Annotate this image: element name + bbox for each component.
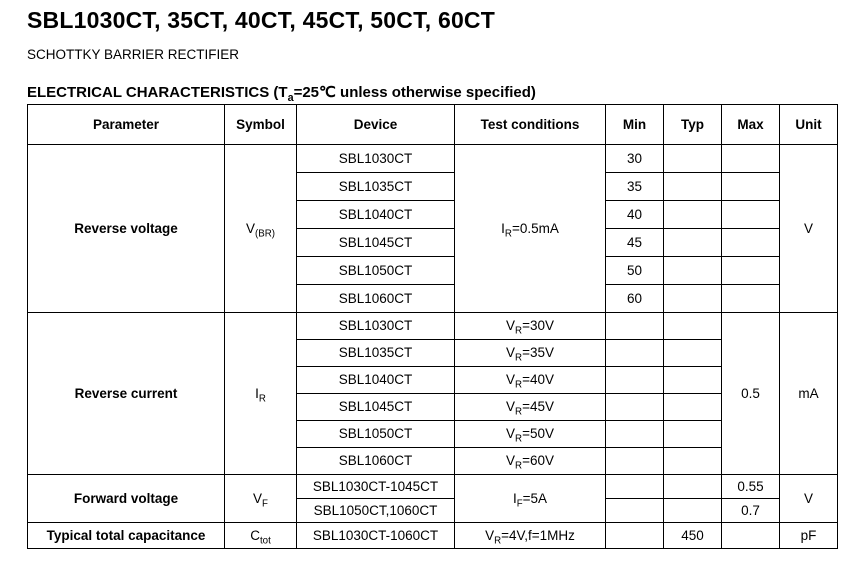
test-conditions-cell: $V_R=45V$ <box>455 394 606 421</box>
max-cell <box>722 173 780 201</box>
unit-cell: mA <box>780 313 838 475</box>
device-cell: SBL1035CT <box>297 340 455 367</box>
col-header-test-conditions: Test conditions <box>455 105 606 145</box>
parameter-cell: Reverse voltage <box>28 145 225 313</box>
device-cell: SBL1060CT <box>297 285 455 313</box>
min-cell <box>606 499 664 523</box>
symbol-cell: $V_F$ <box>225 475 297 523</box>
test-conditions-cell: $V_R=4V,f=1MHz$ <box>455 523 606 549</box>
header-row <box>28 105 838 145</box>
min-cell <box>606 523 664 549</box>
device-cell: SBL1040CT <box>297 367 455 394</box>
typ-cell <box>664 257 722 285</box>
typ-cell <box>664 173 722 201</box>
parameter-cell: Reverse current <box>28 313 225 475</box>
device-cell: SBL1030CT-1045CT <box>297 475 455 499</box>
test-conditions-cell: $V_R=30V$ <box>455 313 606 340</box>
device-cell: SBL1040CT <box>297 201 455 229</box>
min-cell <box>606 448 664 475</box>
typ-cell <box>664 475 722 499</box>
test-conditions-cell: $V_R=35V$ <box>455 340 606 367</box>
max-cell <box>722 523 780 549</box>
max-cell: 0.5 <box>722 313 780 475</box>
typ-cell <box>664 145 722 173</box>
symbol-cell: $C_{tot}$ <box>225 523 297 549</box>
parameter-cell: Forward voltage <box>28 475 225 523</box>
max-cell: 0.55 <box>722 475 780 499</box>
device-cell: SBL1030CT-1060CT <box>297 523 455 549</box>
min-cell: 30 <box>606 145 664 173</box>
min-cell: 45 <box>606 229 664 257</box>
symbol-cell: $I_R$ <box>225 313 297 475</box>
typ-cell <box>664 421 722 448</box>
device-cell: SBL1030CT <box>297 313 455 340</box>
typ-cell <box>664 499 722 523</box>
col-header-parameter: Parameter <box>28 105 225 145</box>
device-cell: SBL1035CT <box>297 173 455 201</box>
max-cell <box>722 285 780 313</box>
typ-cell <box>664 340 722 367</box>
typ-cell <box>664 285 722 313</box>
max-cell: 0.7 <box>722 499 780 523</box>
typ-cell <box>664 448 722 475</box>
table-row <box>28 145 838 173</box>
device-cell: SBL1050CT <box>297 421 455 448</box>
min-cell <box>606 394 664 421</box>
typ-cell <box>664 201 722 229</box>
parameter-cell: Typical total capacitance <box>28 523 225 549</box>
test-conditions-cell: $I_R=0.5mA$ <box>455 145 606 313</box>
col-header-typ: Typ <box>664 105 722 145</box>
typ-cell <box>664 394 722 421</box>
test-conditions-cell: $I_F=5A$ <box>455 475 606 523</box>
test-conditions-cell: $V_R=60V$ <box>455 448 606 475</box>
max-cell <box>722 201 780 229</box>
section-heading: ELECTRICAL CHARACTERISTICS ($T_a=25℃$ unless otherwise specified) <box>27 84 536 104</box>
min-cell: 35 <box>606 173 664 201</box>
col-header-device: Device <box>297 105 455 145</box>
table-row <box>28 313 838 340</box>
min-cell: 60 <box>606 285 664 313</box>
min-cell <box>606 421 664 448</box>
table-row <box>28 475 838 499</box>
device-cell: SBL1060CT <box>297 448 455 475</box>
unit-cell: V <box>780 145 838 313</box>
min-cell <box>606 367 664 394</box>
typ-cell: 450 <box>664 523 722 549</box>
device-cell: SBL1045CT <box>297 394 455 421</box>
symbol-cell: $V_{(BR)}$ <box>225 145 297 313</box>
device-cell: SBL1030CT <box>297 145 455 173</box>
typ-cell <box>664 229 722 257</box>
electrical-characteristics-table <box>27 104 838 549</box>
typ-cell <box>664 367 722 394</box>
min-cell: 50 <box>606 257 664 285</box>
device-cell: SBL1045CT <box>297 229 455 257</box>
device-cell: SBL1050CT <box>297 257 455 285</box>
max-cell <box>722 257 780 285</box>
min-cell <box>606 475 664 499</box>
min-cell: 40 <box>606 201 664 229</box>
device-cell: SBL1050CT,1060CT <box>297 499 455 523</box>
col-header-min: Min <box>606 105 664 145</box>
unit-cell: V <box>780 475 838 523</box>
table-row <box>28 523 838 549</box>
unit-cell: pF <box>780 523 838 549</box>
test-conditions-cell: $V_R=50V$ <box>455 421 606 448</box>
min-cell <box>606 313 664 340</box>
col-header-unit: Unit <box>780 105 838 145</box>
max-cell <box>722 145 780 173</box>
col-header-max: Max <box>722 105 780 145</box>
typ-cell <box>664 313 722 340</box>
min-cell <box>606 340 664 367</box>
col-header-symbol: Symbol <box>225 105 297 145</box>
page-subtitle: SCHOTTKY BARRIER RECTIFIER <box>27 47 240 62</box>
max-cell <box>722 229 780 257</box>
test-conditions-cell: $V_R=40V$ <box>455 367 606 394</box>
page-title: SBL1030CT, 35CT, 40CT, 45CT, 50CT, 60CT <box>27 7 495 33</box>
